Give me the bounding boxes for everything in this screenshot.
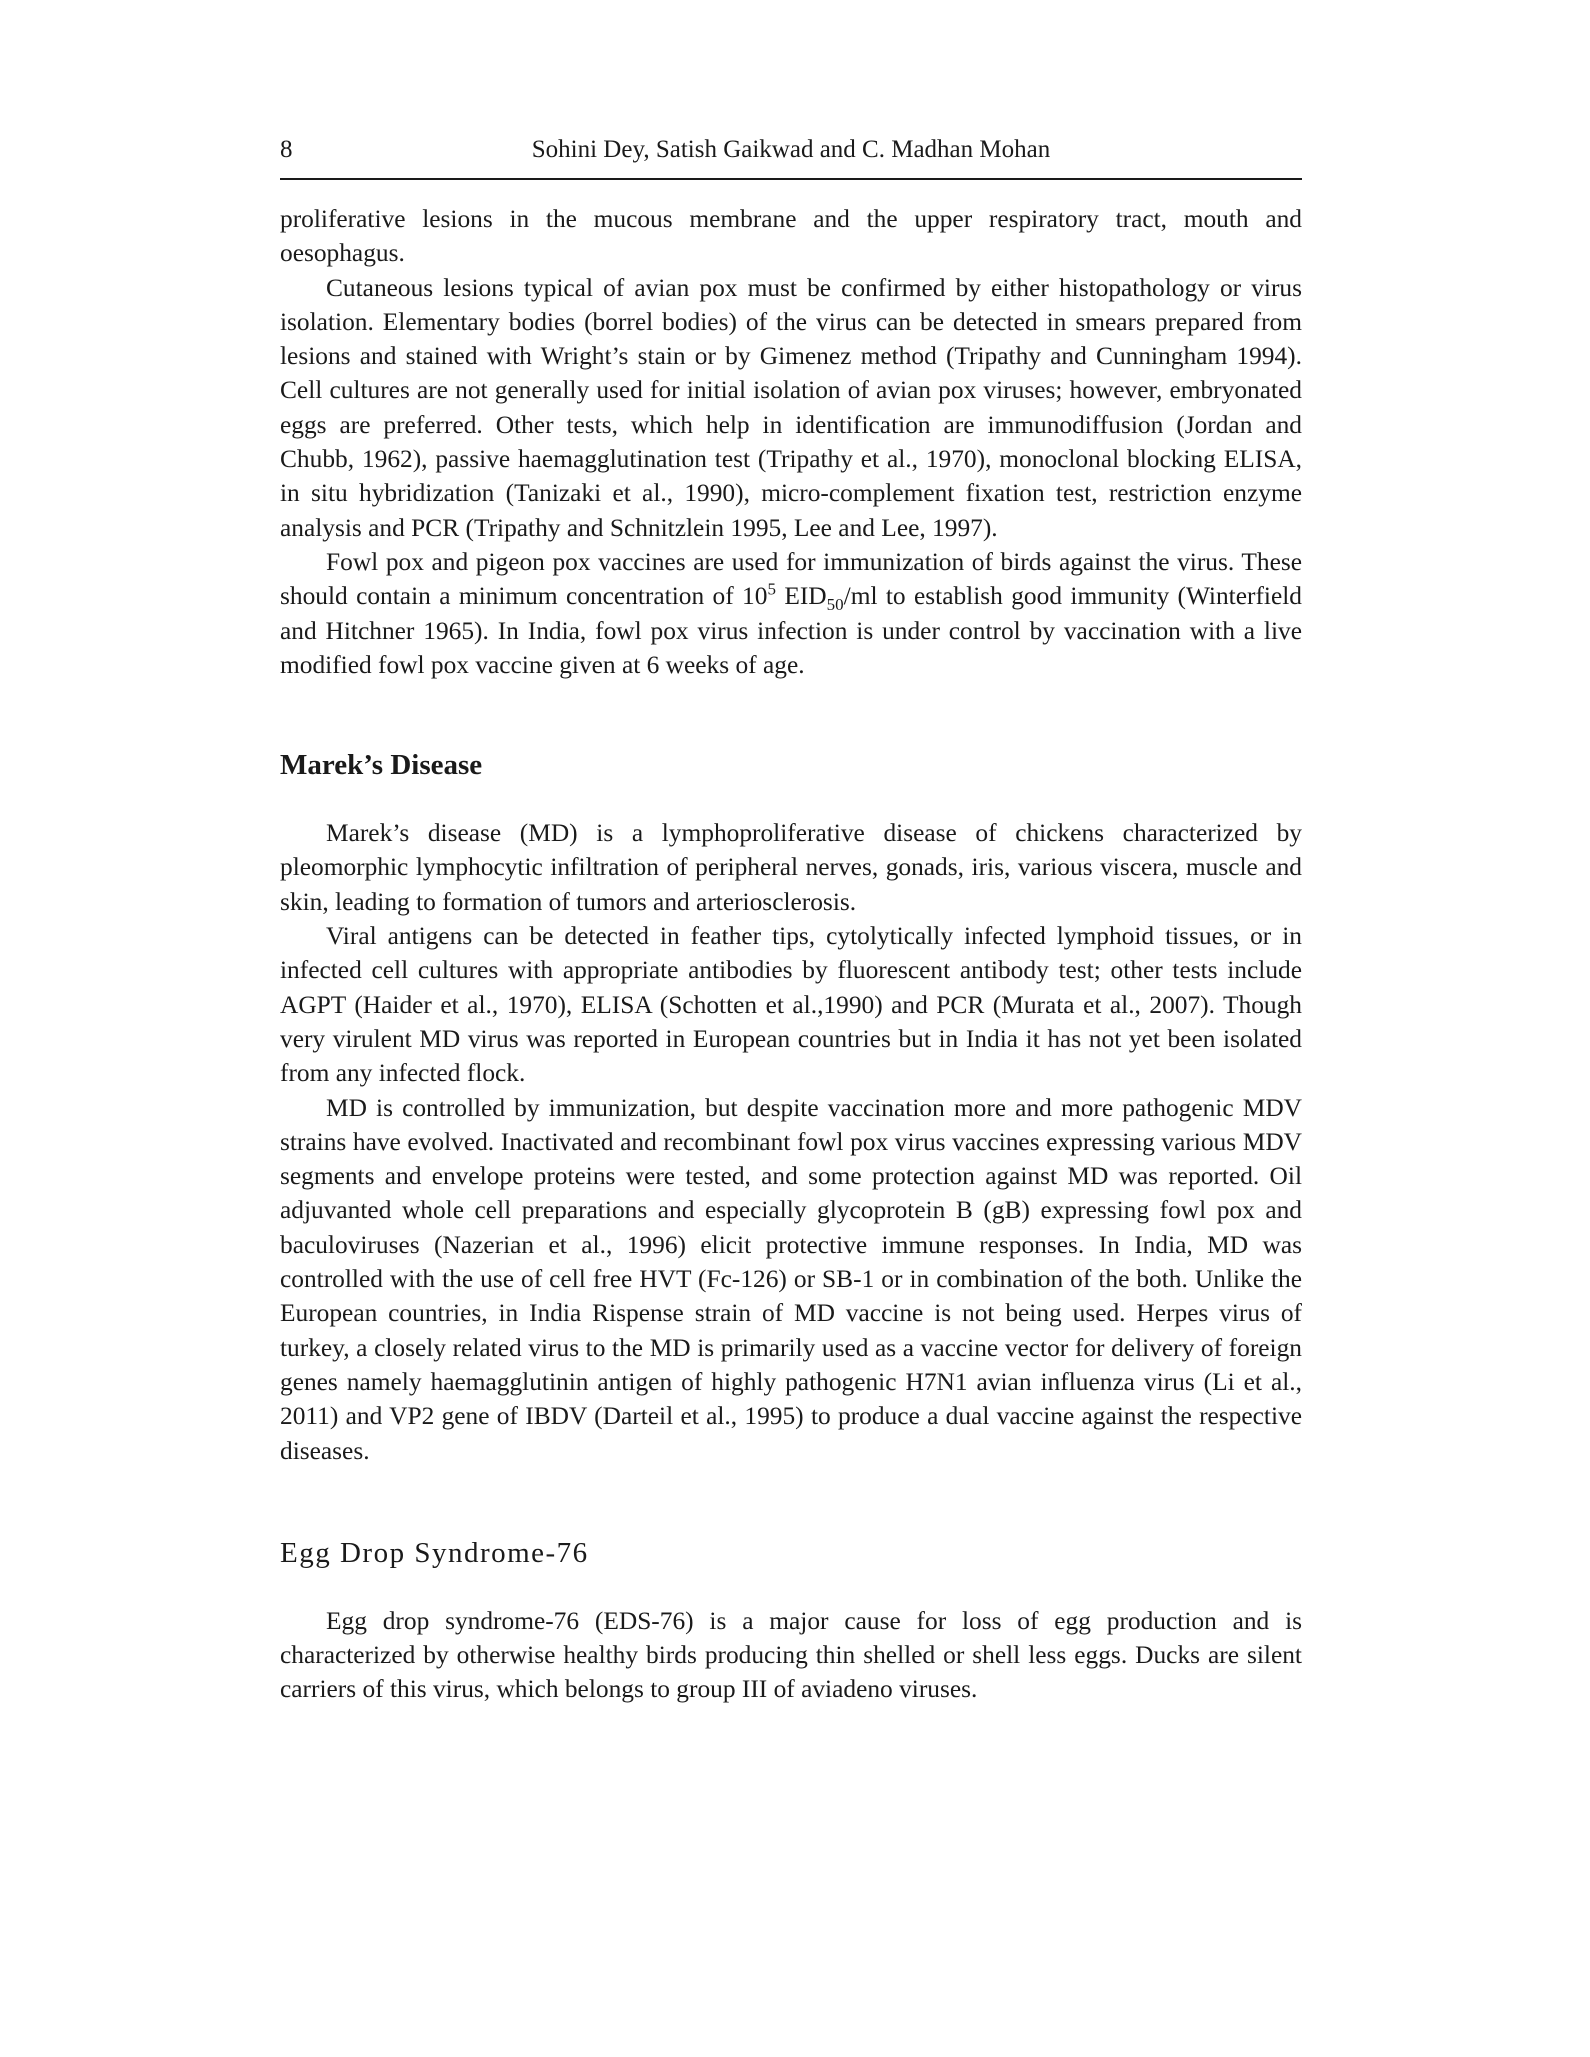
paragraph: Egg drop syndrome-76 (EDS-76) is a major cause for loss of egg production and is characterized by otherwise healthy birds producing thin shelled or shell less eggs. Ducks are silent carriers of this virus, which belongs to group III of aviadeno viruses. (280, 1606, 1302, 1704)
text-run: EID (775, 582, 827, 611)
running-title: Sohini Dey, Satish Gaikwad and C. Madhan Mohan (531, 136, 1051, 163)
running-head (280, 130, 1302, 180)
subscript: 50 (826, 595, 844, 615)
paragraph: Cutaneous lesions typical of avian pox must be confirmed by either histopathology or virus isolation. Elementary bodies (borrel bodies) of the virus can be detected in smears prepared from lesions and stained with Wright’s stain or by Gimenez method (Tripathy and Cunningham 1994). Cell cultures are not generally used for initial isolation of avian pox viruses; however, embryonated eggs are preferred. Other tests, which help in identification are immunodiffusion (Jordan and Chubb, 1962), passive haemagglutination test (Tripathy et al., 1970), monoclonal blocking ELISA, in situ hybridization (Tanizaki et al., 1990), micro-complement fixation test, restriction enzyme analysis and PCR (Tripathy and Schnitzlein 1995, Lee and Lee, 1997). (280, 273, 1302, 542)
vaccine-paragraph (280, 545, 1302, 682)
paragraph: proliferative lesions in the mucous membrane and the upper respiratory tract, mouth and oesophagus. (280, 205, 1302, 268)
page-number: 8 (280, 136, 293, 163)
section-heading-egg-drop-syndrome: Egg Drop Syndrome-76 (280, 1536, 589, 1569)
paragraph: Marek’s disease (MD) is a lymphoproliferative disease of chickens characterized by pleomorphic lymphocytic infiltration of peripheral nerves, gonads, iris, various viscera, muscle and skin, leading to formation of tumors and arteriosclerosis. (280, 819, 1302, 916)
paragraph: MD is controlled by immunization, but despite vaccination more and more pathogenic MDV strains have evolved. Inactivated and recombinant fowl pox virus vaccines expressing various MDV segments and envelope proteins were tested, and some protection against MD was reported. Oil adjuvanted whole cell preparations and especially glycoprotein B (gB) expressing fowl pox and baculoviruses (Nazerian et al., 1996) elicit protective immune responses. In India, MD was controlled with the use of cell free HVT (Fc-126) or SB-1 or in combination of the both. Unlike the European countries, in India Rispense strain of MD vaccine is not being used. Herpes virus of turkey, a closely related virus to the MD is primarily used as a vaccine vector for delivery of foreign genes namely haemagglutinin antigen of highly pathogenic H7N1 avian influenza virus (Li et al., 2011) and VP2 gene of IBDV (Darteil et al., 1995) to produce a dual vaccine against the respective diseases. (280, 1093, 1302, 1465)
text-run: /ml to establish good immunity (Winterfield and Hitchner 1965). In India, fowl pox virus infection is under control by vaccination with a live modified fowl pox vaccine given at 6 weeks of age. (280, 582, 1302, 679)
body-text (280, 202, 1302, 1707)
superscript: 5 (767, 579, 776, 599)
section-heading-mareks-disease: Marek’s Disease (280, 749, 483, 782)
page (280, 130, 1302, 1707)
text-run: Fowl pox and pigeon pox vaccines are used for immunization of birds against the virus. These should contain a minimum concentration of 10 (280, 547, 1302, 611)
paragraph: Viral antigens can be detected in feather tips, cytolytically infected lymphoid tissues, or in infected cell cultures with appropriate antibodies by fluorescent antibody test; other tests include AGPT (Haider et al., 1970), ELISA (Schotten et al.,1990) and PCR (Murata et al., 2007). Though very virulent MD virus was reported in European countries but in India it has not yet been isolated from any infected flock. (280, 922, 1302, 1088)
